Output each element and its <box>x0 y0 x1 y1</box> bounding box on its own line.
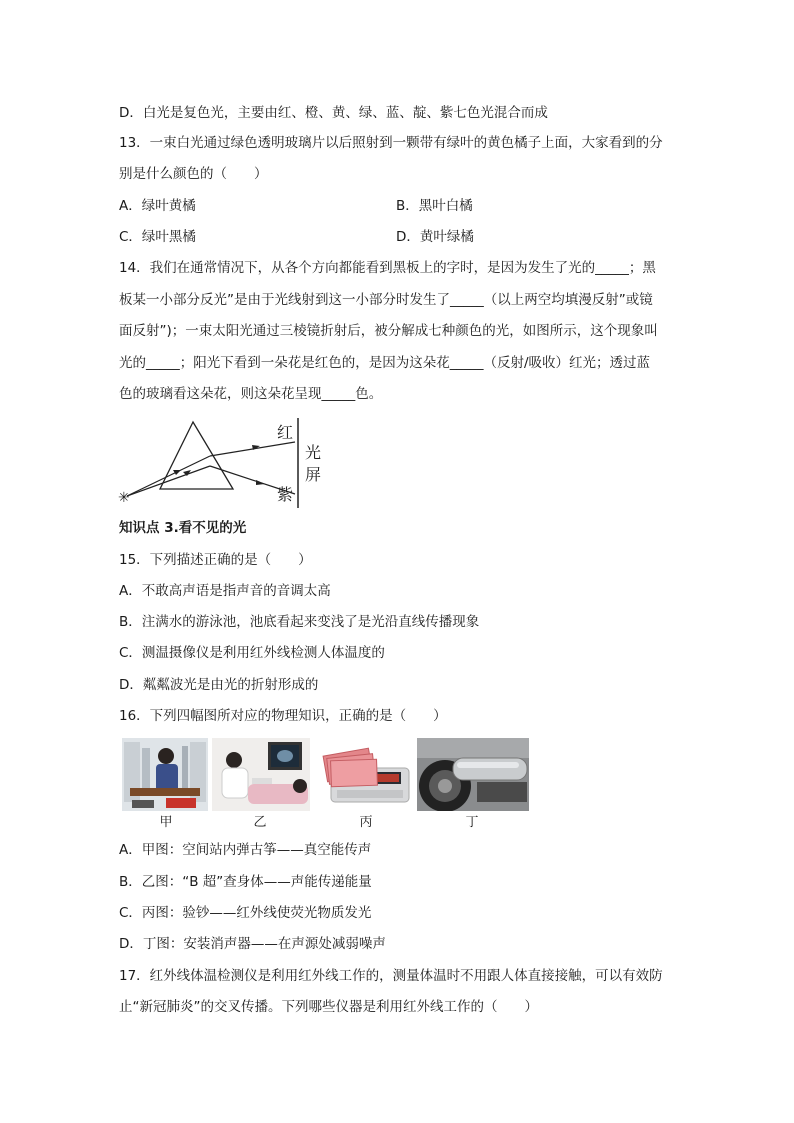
section-heading: 知识点 3.看不见的光 <box>119 520 247 536</box>
q14-line3: 面反射”)；一束太阳光通过三棱镜折射后，被分解成七种颜色的光，如图所示，这个现象叫 <box>119 323 658 339</box>
caption-bing: 丙 <box>359 815 373 830</box>
q15-option-c: C．测温摄像仪是利用红外线检测人体温度的 <box>119 645 385 661</box>
q14-line4: 光的_____；阳光下看到一朵花是红色的，是因为这朵花_____（反射/吸收）红光；透过蓝 <box>119 355 651 371</box>
q14-line2: 板某一小部分反光”是由于光线射到这一小部分时发生了_____（以上两空均填漫反射”或镜 <box>119 292 653 308</box>
q16-option-a: A．甲图：空间站内弹古筝——真空能传声 <box>119 842 372 858</box>
q13-option-a: A．绿叶黄橘 <box>119 198 196 214</box>
q16-option-d: D．丁图：安装消声器——在声源处减弱噪声 <box>119 936 386 952</box>
photo-yi-ultrasound <box>212 738 310 811</box>
q14-line1: 14．我们在通常情况下，从各个方向都能看到黑板上的字时，是因为发生了光的_____；黑 <box>119 260 656 276</box>
prism-shape <box>160 422 233 489</box>
caption-jia: 甲 <box>159 815 173 830</box>
q15-stem: 15．下列描述正确的是（ ） <box>119 552 312 568</box>
q13-stem-line2: 别是什么颜色的（ ） <box>119 166 268 182</box>
sun-symbol: ✳ <box>118 490 130 506</box>
q16-option-b: B．乙图：“B 超”查身体——声能传递能量 <box>119 874 372 890</box>
red-ray <box>210 442 295 456</box>
q13-option-d: D．黄叶绿橘 <box>396 229 474 245</box>
q16-stem: 16．下列四幅图所对应的物理知识，正确的是（ ） <box>119 708 447 724</box>
q15-option-a: A．不敢高声语是指声音的音调太高 <box>119 583 331 599</box>
caption-ding: 丁 <box>465 815 479 830</box>
q15-option-d: D．粼粼波光是由光的折射形成的 <box>119 677 319 693</box>
photo-bing-money-counter <box>321 738 415 811</box>
q13-stem-line1: 13．一束白光通过绿色透明玻璃片以后照射到一颗带有绿叶的黄色橘子上面，大家看到的分 <box>119 135 663 151</box>
label-violet: 紫 <box>277 485 294 504</box>
photo-jia-guzheng <box>122 738 208 811</box>
q15-option-b: B．注满水的游泳池，池底看起来变浅了是光沿直线传播现象 <box>119 614 480 630</box>
q13-option-c: C．绿叶黑橘 <box>119 229 196 245</box>
q16-option-c: C．丙图：验钞——红外线使荧光物质发光 <box>119 905 372 921</box>
label-screen-1: 光 <box>305 443 322 462</box>
caption-yi: 乙 <box>253 815 267 830</box>
incident-ray-1 <box>127 456 210 496</box>
q12-option-d: D．白光是复色光，主要由红、橙、黄、绿、蓝、靛、紫七色光混合而成 <box>119 105 548 121</box>
q13-option-b: B．黑叶白橘 <box>396 198 473 214</box>
photo-ding-muffler <box>417 738 529 811</box>
arrow-head-1 <box>173 470 181 475</box>
q14-line5: 色的玻璃看这朵花，则这朵花呈现_____色。 <box>119 386 383 402</box>
prism-dispersion-diagram <box>115 414 335 510</box>
q17-line2: 止“新冠肺炎”的交叉传播。下列哪些仪器是利用红外线工作的（ ） <box>119 999 538 1015</box>
label-red: 红 <box>277 423 294 442</box>
q17-line1: 17．红外线体温检测仪是利用红外线工作的，测量体温时不用跟人体直接接触，可以有效防 <box>119 968 663 984</box>
label-screen-2: 屏 <box>305 465 322 484</box>
